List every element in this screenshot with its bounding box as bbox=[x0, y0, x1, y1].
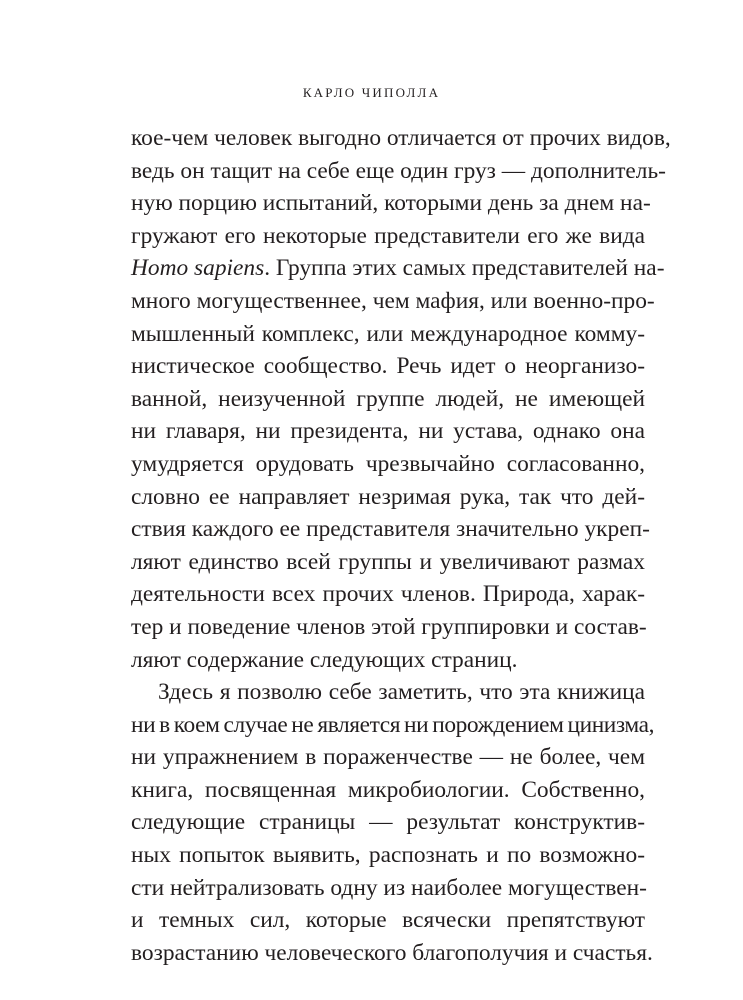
running-head: КАРЛО ЧИПОЛЛА bbox=[302, 85, 441, 100]
text-line: ни главаря, ни президента, ни устава, однако она bbox=[131, 418, 645, 445]
text-line: ствия каждого ее представителя значительно укреп- bbox=[131, 516, 650, 543]
text-line bbox=[131, 252, 665, 285]
text-line: деятельности всех прочих членов. Природа, харак- bbox=[131, 581, 645, 608]
text-line: гружают его некоторые представители его же вида bbox=[131, 222, 645, 249]
text-line: кое-чем человек выгодно отличается от прочих видов, bbox=[131, 125, 671, 151]
text-line: умудряется орудовать чрезвычайно согласованно, bbox=[131, 450, 645, 477]
text-line: ных попыток выявить, распознать и по возможно- bbox=[131, 842, 645, 869]
text-line: ляют единство всей группы и увеличивают размах bbox=[131, 548, 645, 575]
text-line-rest: Группа этих самых представителей на- bbox=[275, 255, 665, 282]
text-line: ляют содержание следующих страниц. bbox=[131, 646, 518, 673]
text-line: много могущественнее, чем мафия, или военно-про- bbox=[131, 287, 655, 314]
italic-term-suffix: . bbox=[264, 255, 271, 282]
text-line: тер и поведение членов этой группировки и состав- bbox=[131, 613, 647, 640]
text-line: нистическое сообщество. Речь идет о неорганизо- bbox=[131, 353, 645, 380]
italic-term: Homo sapiens bbox=[131, 255, 265, 282]
paragraph-1 bbox=[131, 122, 671, 676]
text-line: возрастанию человеческого благополучия и счастья. bbox=[131, 939, 653, 966]
text-line: ную порцию испытаний, которыми день за днем на- bbox=[131, 190, 651, 217]
text-line: ни в коем случае не является ни порождением цинизма, bbox=[131, 711, 655, 738]
text-line: ванной, неизученной группе людей, не имеющей bbox=[131, 385, 645, 412]
text-line: словно ее направляет незримая рука, так что дей- bbox=[131, 483, 645, 510]
text-line: книга, посвященная микробиологии. Собственно, bbox=[131, 776, 645, 803]
body-text bbox=[131, 122, 671, 969]
text-line: мышленный комплекс, или международное комму- bbox=[131, 320, 645, 347]
paragraph-2 bbox=[131, 676, 655, 969]
text-line: ведь он тащит на себе еще один груз — дополнитель- bbox=[131, 157, 666, 184]
text-line: и темных сил, которые всячески препятствуют bbox=[131, 907, 645, 934]
text-line: следующие страницы — результат конструктив- bbox=[131, 809, 645, 836]
text-line: сти нейтрализовать одну из наиболее могуществен- bbox=[131, 874, 647, 901]
text-line: ни упражнением в пораженчестве — не более, чем bbox=[131, 744, 645, 771]
text-line: Здесь я позволю себе заметить, что эта книжица bbox=[158, 679, 645, 706]
